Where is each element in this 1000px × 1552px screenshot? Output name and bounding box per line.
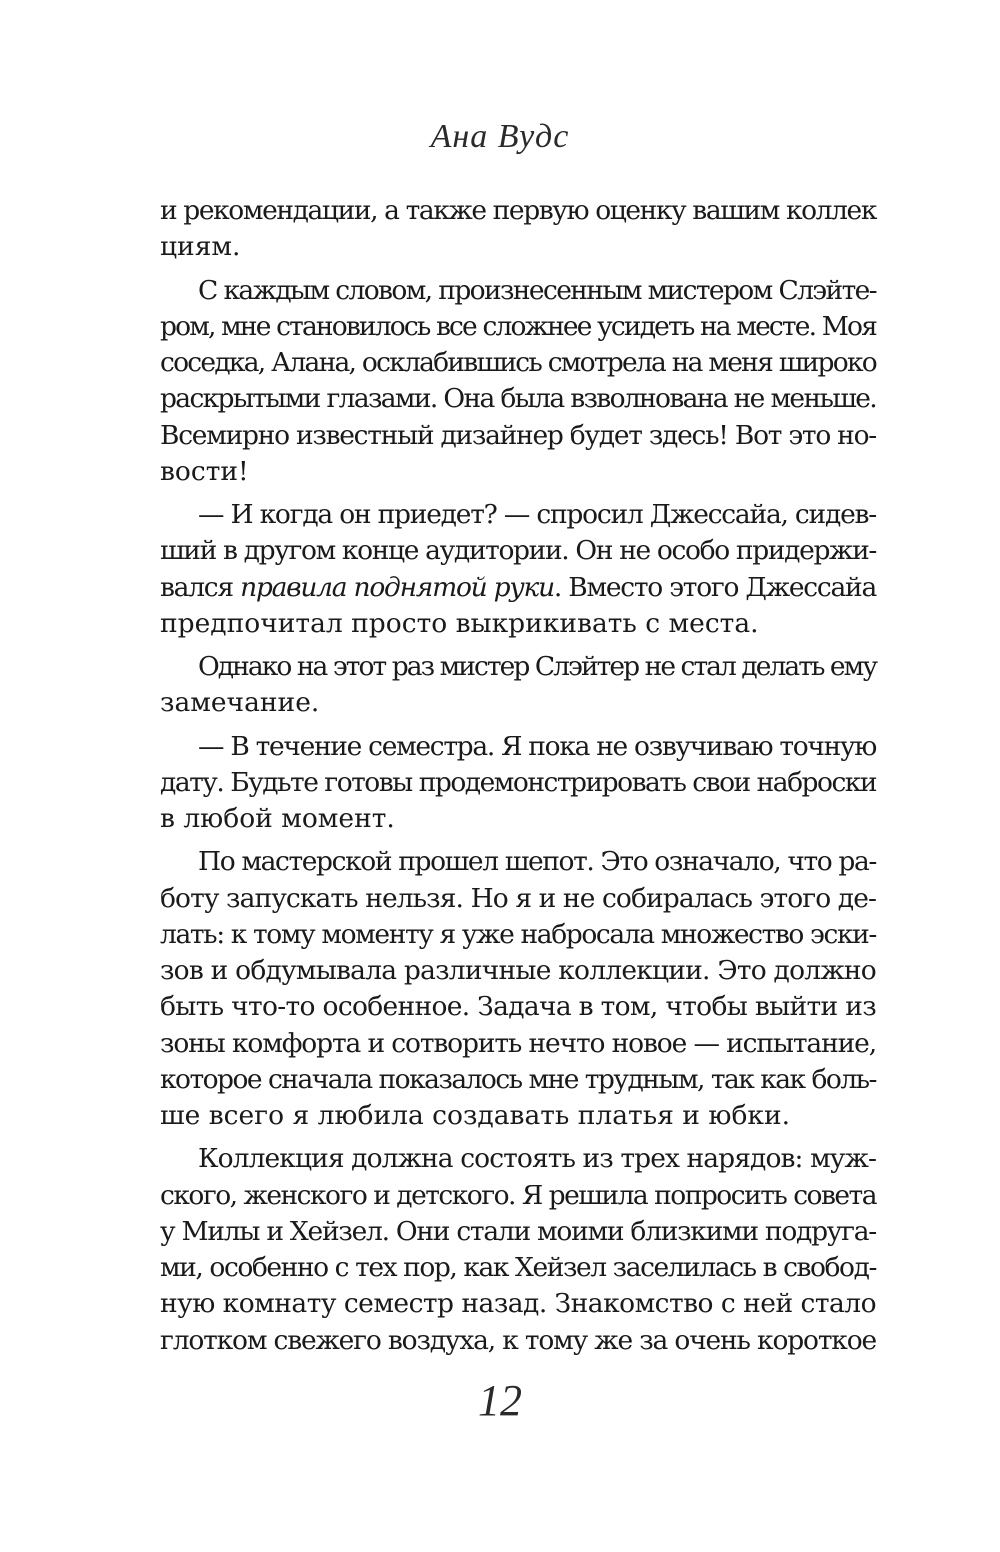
text-line: у Милы и Хейзел. Они стали моими близкими подруга- bbox=[160, 1215, 877, 1247]
text-line: предпочитал просто выкрикивать с места. bbox=[160, 607, 759, 639]
text-line: зоны комфорта и сотворить нечто новое — испытание, bbox=[160, 1027, 876, 1059]
text-line: — И когда он приедет? — спросил Джессайа, сидев- bbox=[198, 499, 876, 530]
text-line: замечание. bbox=[160, 687, 320, 719]
text-line: — В течение семестра. Я пока не озвучиваю точную bbox=[198, 730, 877, 762]
line-segment: вался bbox=[160, 571, 241, 603]
text-line-with-italic bbox=[160, 570, 876, 606]
text-line: ше всего я любила создавать платья и юбки. bbox=[160, 1100, 791, 1131]
text-line: С каждым словом, произнесенным мистером Слэйте- bbox=[198, 274, 877, 306]
page-number: 12 bbox=[478, 1376, 522, 1425]
text-line: лать: к тому моменту я уже набросала множество эски- bbox=[160, 918, 876, 950]
text-line: соседка, Алана, осклабившись смотрела на меня широко bbox=[160, 347, 876, 378]
text-line: которое сначала показалось мне трудным, так как боль- bbox=[160, 1063, 876, 1095]
text-line: По мастерской прошел шепот. Это означало, что ра- bbox=[198, 846, 876, 878]
text-line: боту запускать нельзя. Но я и не собиралась этого де- bbox=[160, 882, 877, 914]
text-line: зов и обдумывала различные коллекции. Это должно bbox=[160, 955, 876, 986]
text-line: ший в другом конце аудитории. Он не особо придержи- bbox=[160, 535, 876, 567]
text-line: в любой момент. bbox=[160, 803, 395, 834]
text-line: Однако на этот раз мистер Слэйтер не стал делать ему bbox=[198, 651, 876, 682]
text-line: вости! bbox=[160, 455, 249, 487]
text-line: Коллекция должна состоять из трех нарядов: муж- bbox=[198, 1143, 876, 1175]
text-line: дату. Будьте готовы продемонстрировать свои наброски bbox=[160, 766, 877, 798]
body-text bbox=[160, 193, 876, 1359]
running-head-author: Ана Вудс bbox=[430, 118, 570, 155]
line-segment: . Вместо этого Джессайа bbox=[553, 571, 877, 603]
text-line: Всемирно известный дизайнер будет здесь! Вот это но- bbox=[160, 419, 876, 451]
text-line: циям. bbox=[160, 231, 241, 263]
italic-phrase: правила поднятой руки bbox=[240, 571, 554, 603]
text-line: быть что-то особенное. Задача в том, чтобы выйти из bbox=[160, 991, 876, 1023]
text-line: ми, особенно с тех пор, как Хейзел заселилась в свобод- bbox=[160, 1252, 876, 1283]
text-line: раскрытыми глазами. Она была взволнована не меньше. bbox=[160, 383, 876, 415]
text-line: и рекомендации, а также первую оценку вашим коллек bbox=[160, 195, 876, 226]
text-line: глотком свежего воздуха, к тому же за очень короткое bbox=[160, 1324, 876, 1356]
text-line: ную комнату семестр назад. Знакомство с ней стало bbox=[160, 1288, 877, 1320]
text-line: ского, женского и детского. Я решила попросить совета bbox=[160, 1179, 876, 1211]
text-line: ром, мне становилось все сложнее усидеть на месте. Моя bbox=[160, 310, 877, 342]
